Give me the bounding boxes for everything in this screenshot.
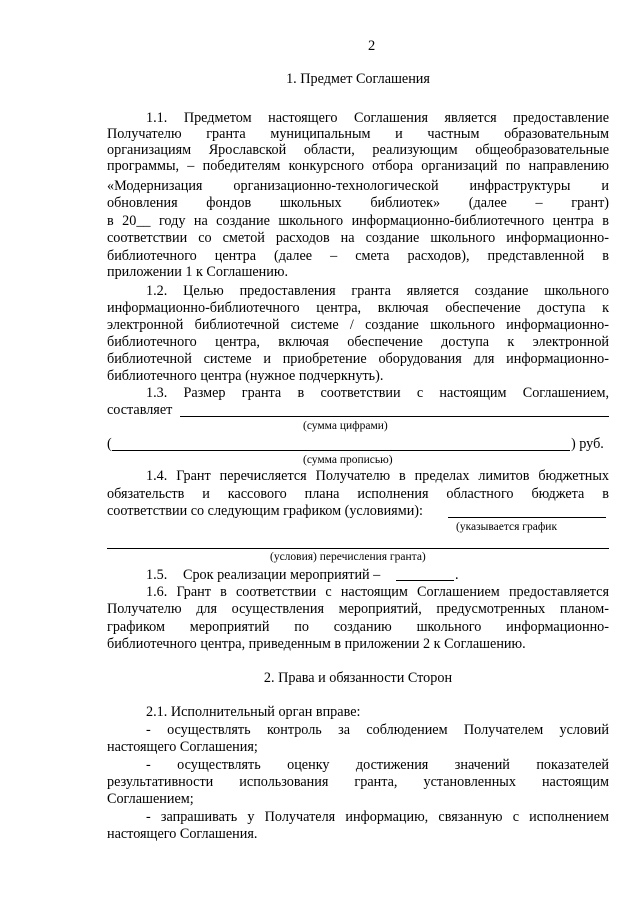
paragraph-line: - осуществлять контроль за соблюдением Получателем условий <box>146 722 609 738</box>
paragraph-line: обязательств и кассового плана исполнения областного бюджета в <box>107 486 609 502</box>
item-1-5-number: 1.5. <box>146 567 168 583</box>
paragraph-line: результативности использования гранта, установленных настоящим <box>107 774 609 790</box>
paragraph-line: 1.6. Грант в соответствии с настоящим Соглашением предоставляется <box>146 584 609 600</box>
paragraph-line: 1.1. Предметом настоящего Соглашения является предоставление <box>146 110 609 126</box>
paragraph-line: соответствии со сметой расходов на создание школьного информационно- <box>107 230 609 246</box>
paragraph-line: приложении 1 к Соглашению. <box>107 264 289 280</box>
paragraph-line: обновления фондов школьных библиотек» (далее – грант) <box>107 195 609 211</box>
paragraph-line: 2.1. Исполнительный орган вправе: <box>146 704 361 720</box>
paragraph-line: Получателю для осуществления мероприятий, предусмотренных планом- <box>107 601 609 617</box>
paragraph-line: соответствии со следующим графиком (условиями): <box>107 503 423 519</box>
paren-open: ( <box>107 436 112 452</box>
paragraph-line: 1.2. Целью предоставления гранта является создание школьного <box>146 283 609 299</box>
paragraph-line: 1.4. Грант перечисляется Получателю в пределах лимитов бюджетных <box>146 468 609 484</box>
schedule-blank <box>448 517 606 518</box>
paragraph-line: составляет <box>107 402 173 418</box>
conditions-blank <box>107 548 609 549</box>
paragraph-line: «Модернизация организационно-технологической инфраструктуры и <box>107 178 609 194</box>
paragraph-line: 1.3. Размер гранта в соответствии с настоящим Соглашением, <box>146 385 609 401</box>
sum-digits-blank <box>180 416 609 417</box>
paragraph-line: программы, – победителям конкурсного отбора организаций по направлению <box>107 158 609 174</box>
paragraph-line: библиотечного центра, приведенным в приложении 2 к Соглашению. <box>107 636 526 652</box>
paragraph-line: библиотечного центра (нужное подчеркнуть). <box>107 368 384 384</box>
sum-words-blank <box>112 450 570 451</box>
currency-rub: ) руб. <box>571 436 604 452</box>
section-1-heading: 1. Предмет Соглашения <box>286 71 430 87</box>
caption-sum-digits: (сумма цифрами) <box>303 420 388 432</box>
paragraph-line: организациям Ярославской области, реализующим общеобразовательные <box>107 142 609 158</box>
caption-sum-words: (сумма прописью) <box>303 454 393 466</box>
paragraph-line: библиотечной системе и приобретение оборудования для информационно- <box>107 351 609 367</box>
page-number: 2 <box>368 38 376 54</box>
item-1-5-end: . <box>455 567 459 583</box>
item-1-5-text: Срок реализации мероприятий – <box>183 567 381 583</box>
paragraph-line: настоящего Соглашения. <box>107 826 258 842</box>
paragraph-line: настоящего Соглашения; <box>107 739 258 755</box>
paragraph-line: графиком мероприятий по созданию школьного информационно- <box>107 619 609 635</box>
paragraph-line: библиотечного центра (далее – смета расходов), представленной в <box>107 248 609 264</box>
caption-schedule: (указывается график <box>456 521 558 533</box>
paragraph-line: Получателю гранта муниципальным и частным образовательным <box>107 126 609 142</box>
section-2-heading: 2. Права и обязанности Сторон <box>263 670 453 686</box>
paragraph-line: - осуществлять оценку достижения значений показателей <box>146 757 609 773</box>
paragraph-line: Соглашением; <box>107 791 194 807</box>
paragraph-line: - запрашивать у Получателя информацию, связанную с исполнением <box>146 809 609 825</box>
paragraph-line: в 20__ году на создание школьного информационно-библиотечного центра в <box>107 213 609 229</box>
paragraph-line: информационно-библиотечного центра, включая обеспечение доступа к <box>107 300 609 316</box>
duration-blank <box>396 580 454 581</box>
paragraph-line: библиотечного центра, включая обеспечение доступа к электронной <box>107 334 609 350</box>
paragraph-line: электронной библиотечной системе / создание школьного информационно- <box>107 317 609 333</box>
caption-conditions: (условия) перечисления гранта) <box>270 551 426 563</box>
